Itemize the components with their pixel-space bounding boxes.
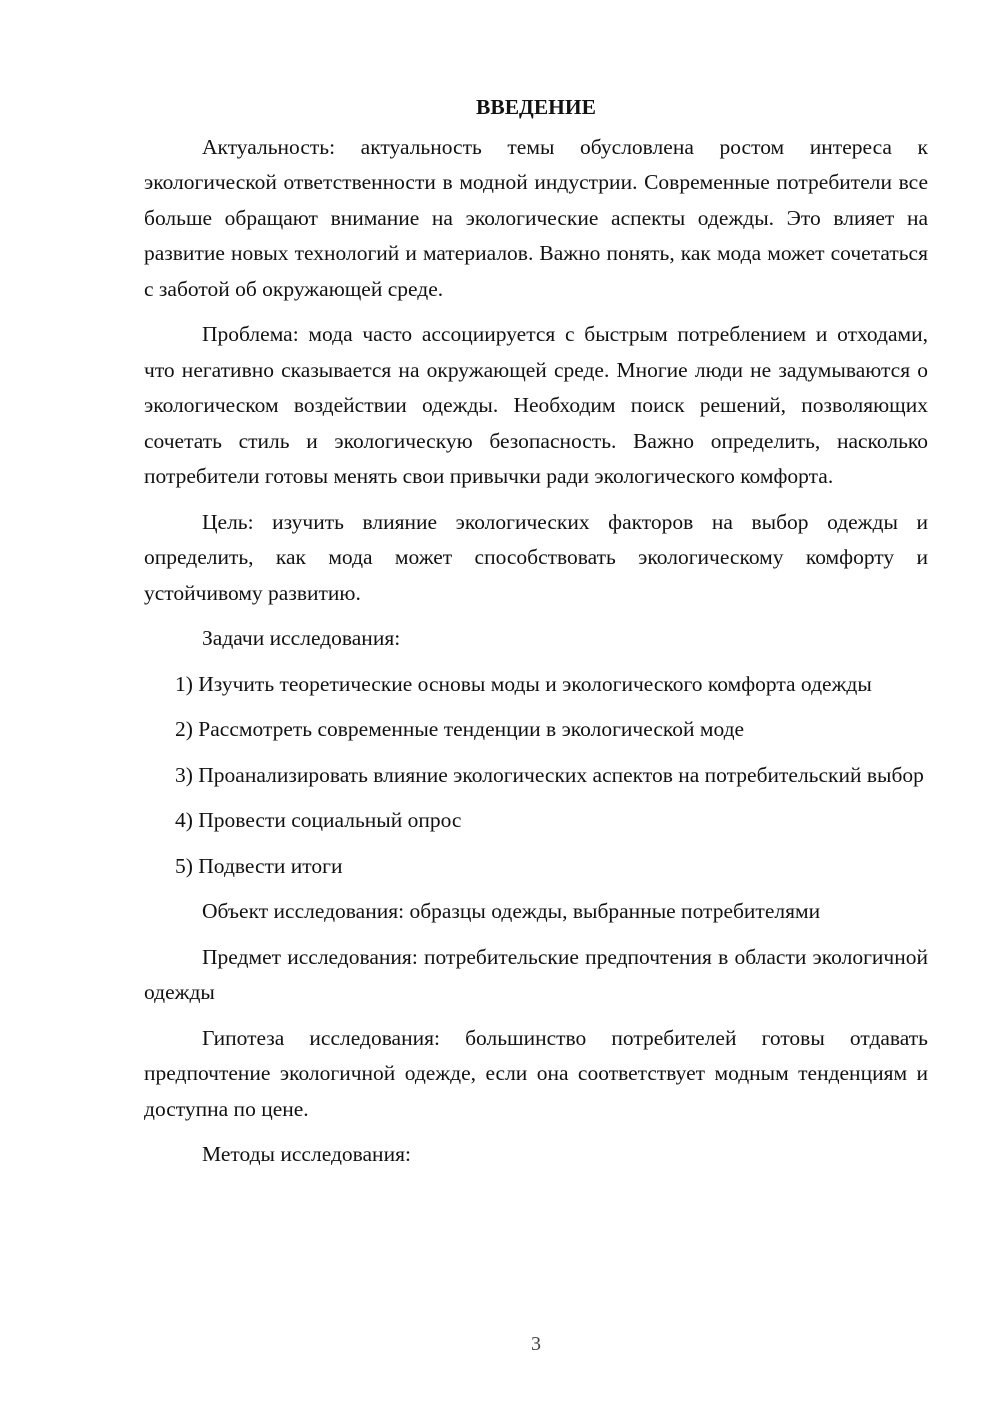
task-item-3: 3) Проанализировать влияние экологических аспектов на потребительский выбор bbox=[175, 762, 924, 787]
task-item-2: 2) Рассмотреть современные тенденции в экологической моде bbox=[175, 717, 745, 741]
document-page bbox=[144, 90, 928, 1183]
task-item-5: 5) Подвести итоги bbox=[175, 853, 343, 878]
hypothesis-paragraph: Гипотеза исследования: большинство потребителей готовы отдавать предпочтение экологичной одежде, если она соответствует модным тенденциям и доступна по цене. bbox=[144, 1025, 928, 1121]
tasks-heading: Задачи исследования: bbox=[202, 626, 401, 650]
goal-paragraph: Цель: изучить влияние экологических факторов на выбор одежды и определить, как мода может способствовать экологическому комфорту и устойчивому развитию. bbox=[144, 509, 928, 605]
page-number: 3 bbox=[531, 1333, 541, 1355]
task-item-1: 1) Изучить теоретические основы моды и экологического комфорта одежды bbox=[175, 671, 872, 696]
section-heading: ВВЕДЕНИЕ bbox=[476, 95, 596, 119]
methods-heading: Методы исследования: bbox=[202, 1142, 411, 1166]
relevance-paragraph: Актуальность: актуальность темы обусловлена ростом интереса к экологической ответственности в модной индустрии. Современные потребители все больше обращают внимание на экологические аспекты одежды. Это влияет на развитие новых технологий и материалов. Важно понять, как мода может сочетаться с заботой об окружающей среде. bbox=[144, 134, 928, 301]
task-item-4: 4) Провести социальный опрос bbox=[175, 808, 462, 832]
object-paragraph: Объект исследования: образцы одежды, выбранные потребителями bbox=[202, 899, 821, 923]
subject-paragraph: Предмет исследования: потребительские предпочтения в области экологичной одежды bbox=[144, 944, 928, 1004]
problem-paragraph: Проблема: мода часто ассоциируется с быстрым потреблением и отходами, что негативно сказывается на окружающей среде. Многие люди не задумываются о экологическом воздействии одежды. Необходим поиск решений, позволяющих сочетать стиль и экологическую безопасность. Важно определить, насколько потребители готовы менять свои привычки ради экологического комфорта. bbox=[144, 322, 928, 488]
